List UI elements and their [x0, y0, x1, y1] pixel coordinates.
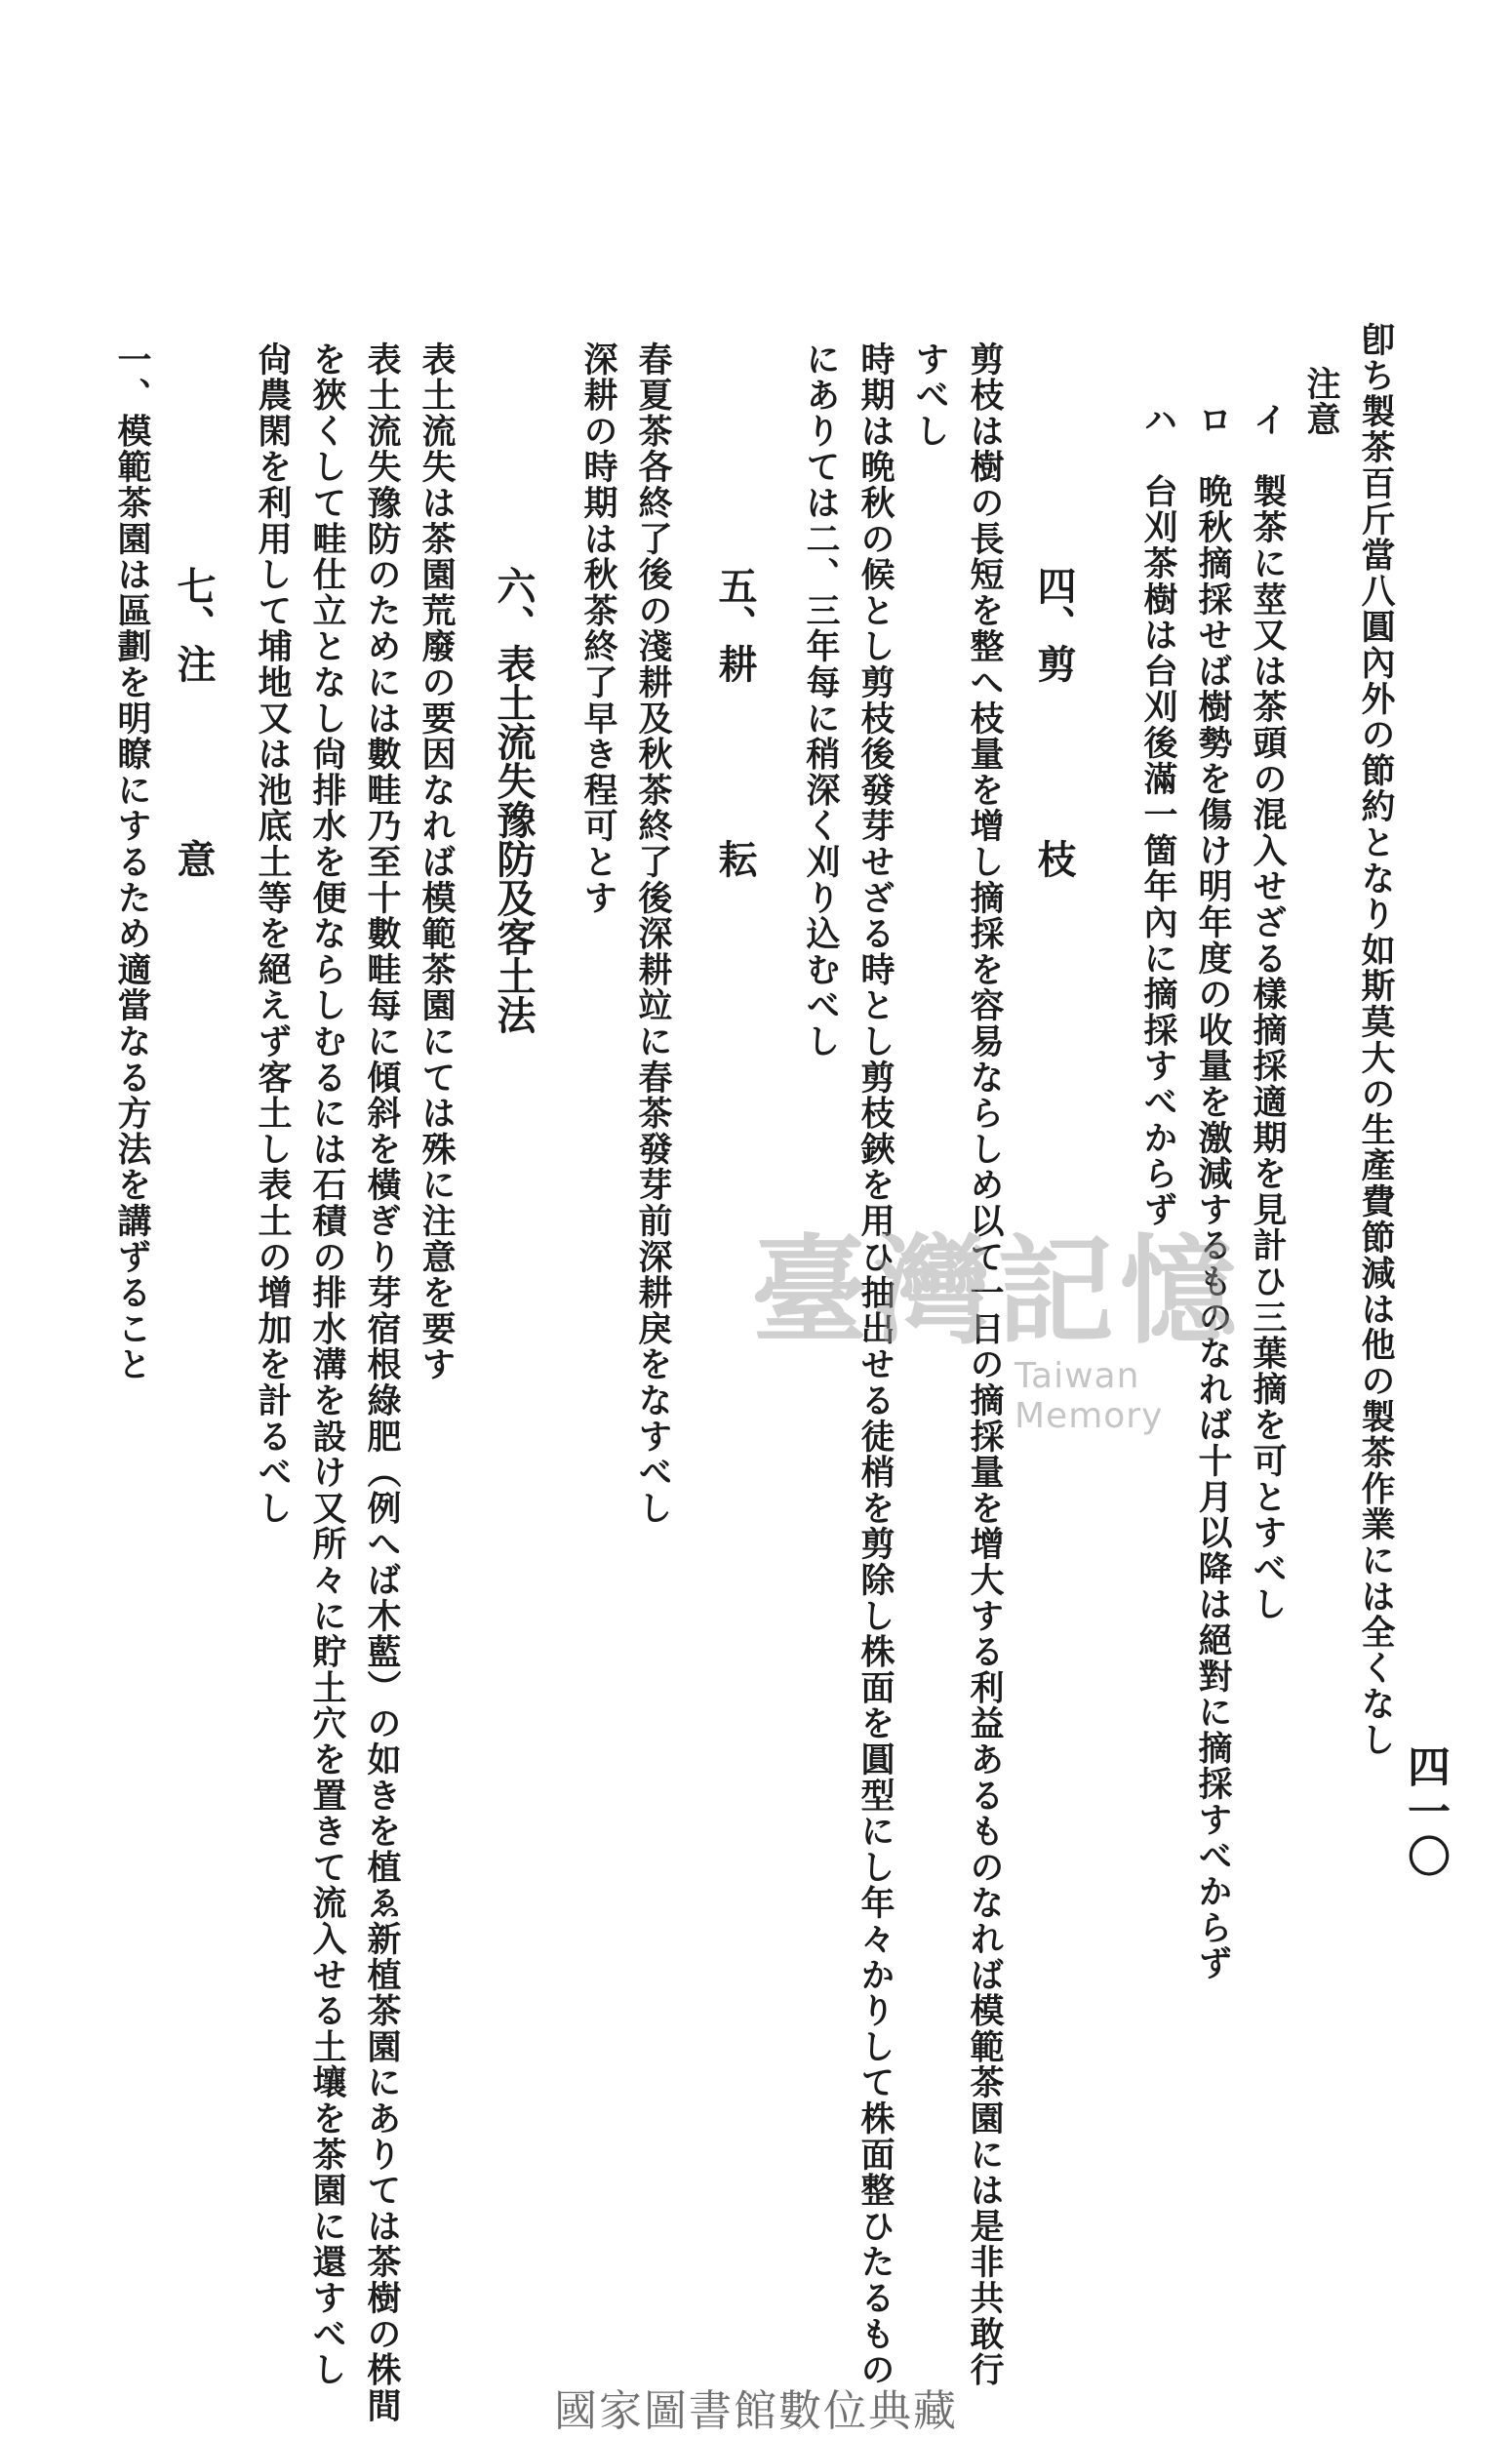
- section-heading-soil-erosion: 六、表土流失豫防及客土法: [491, 566, 537, 1034]
- text-column: 卽ち製茶百斤當八圓內外の節約となり如斯莫大の生產費節減は他の製茶作業には全くなし: [1356, 322, 1396, 1758]
- text-column: 時期は晩秋の候とし剪枝後發芽せざる時とし剪枝鋏を用ひ抽出せる徒梢を剪除し株面を圓型にし年々かりして株面整ひたるもの: [855, 341, 895, 2388]
- text-column: を狹くして畦仕立となし尙排水を便ならしむるには石積の排水溝を設け又所々に貯土穴を置きて流入せる土壤を茶園に還すべし: [307, 341, 347, 2388]
- text-column-note-c: ハ 台刈茶樹は台刈後滿一箇年內に摘採すべからず: [1138, 402, 1178, 1228]
- watermark-logo-text: 臺灣記憶: [751, 1224, 1243, 1360]
- text-column: すべし: [910, 341, 950, 450]
- section-heading-tillage: 五、耕 耘: [712, 566, 758, 878]
- text-column-note-label: 注意: [1301, 366, 1341, 438]
- text-column: 一、模範茶園は區劃を明瞭にするため適當なる方法を講ずること: [112, 341, 152, 1383]
- section-heading-notes: 七、注 意: [171, 566, 217, 878]
- text-column: 春夏茶各終了後の淺耕及秋茶終了後深耕竝に春茶發芽前深耕戾をなすべし: [633, 341, 673, 1527]
- section-heading-pruning: 四、剪 枝: [1031, 566, 1077, 878]
- text-column: にありては二、三年每に稍深く刈り込むべし: [801, 341, 841, 1060]
- watermark-subtitle: Taiwan Memory: [1015, 1356, 1164, 1436]
- text-column: 深耕の時期は秋茶終了早き程可とす: [578, 341, 618, 916]
- text-column: 表土流失は茶園荒廢の要因なれば模範茶園にては殊に注意を要す: [417, 341, 457, 1383]
- footer-credit: 國家圖書館數位典藏: [554, 2386, 958, 2436]
- watermark: [751, 1224, 1297, 1436]
- text-column-note-b: ロ 晩秋摘採せば樹勢を傷け明年度の收量を激減するものなれば十月以降は絕對に摘採すべからず: [1193, 402, 1233, 1982]
- page-number: 四一〇: [1400, 1744, 1450, 1879]
- text-column: 剪枝は樹の長短を整へ枝量を增し摘採を容易ならしめ以て一日の摘採量を增大する利益あるものなれば模範茶園には是非共敢行: [965, 341, 1005, 2388]
- text-column: 尙農閑を利用して埔地又は池底土等を絕えず客土し表土の增加を計るべし: [253, 341, 293, 1527]
- text-column: 表土流失豫防のためには數畦乃至十數畦每に傾斜を橫ぎり芽宿根綠肥（例へば木藍）の如きを植ゑ新植茶園にありては茶樹の株間: [362, 341, 402, 2424]
- text-column-note-a: イ 製茶に莖又は茶頭の混入せざる樣摘採適期を見計ひ三葉摘を可とすべし: [1248, 402, 1288, 1623]
